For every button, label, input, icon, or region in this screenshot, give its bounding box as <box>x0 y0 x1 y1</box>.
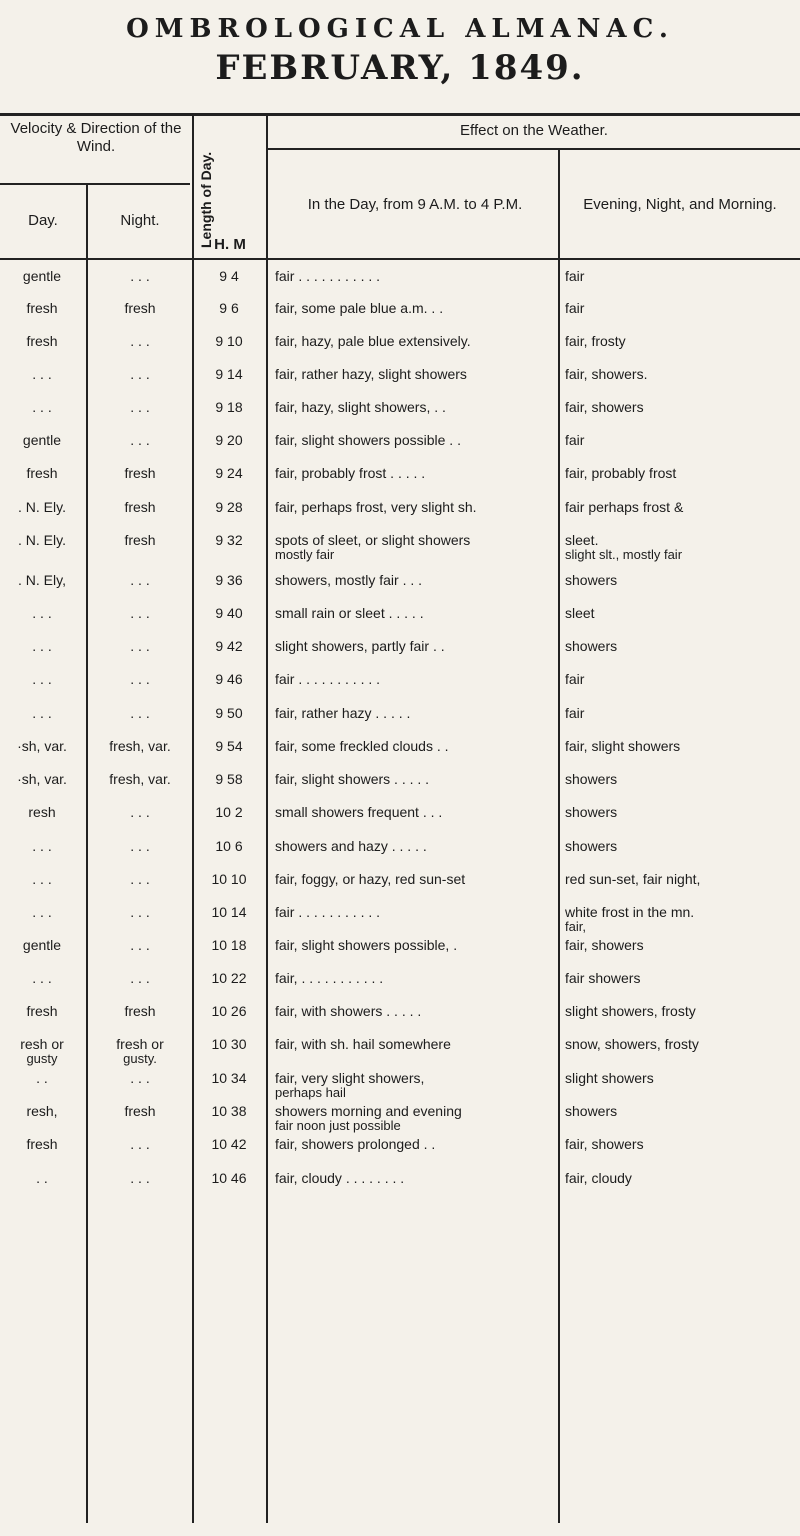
row-day-length: 9 6 <box>219 300 239 316</box>
row-night-wind: fresh <box>124 300 156 316</box>
row-day-wind: fresh <box>26 1136 58 1152</box>
row-weather-day: fair . . . . . . . . . . . <box>275 904 381 920</box>
wind-subheader-rule <box>0 183 190 185</box>
row-night-wind: . . . <box>130 1070 150 1086</box>
row-weather-evening: showers <box>565 804 618 820</box>
row-weather-evening: snow, showers, frosty <box>565 1036 699 1052</box>
row-day-length: 9 28 <box>215 499 243 515</box>
row-night-wind: . . . <box>130 705 150 721</box>
in-day-column-header: In the Day, from 9 A.M. to 4 P.M. <box>307 196 523 213</box>
row-weather-evening: fair, showers <box>565 399 644 415</box>
row-night-wind: fresh or gusty. <box>116 1036 164 1066</box>
row-night-wind: . . . <box>130 1136 150 1152</box>
row-day-wind: . N. Ely, <box>18 572 66 588</box>
row-day-length: 10 2 <box>215 804 243 820</box>
row-day-wind: gentle <box>22 937 62 953</box>
row-weather-day: fair . . . . . . . . . . . <box>275 671 381 687</box>
row-day-length: 9 58 <box>215 771 243 787</box>
row-day-wind: . . . <box>32 871 52 887</box>
table-top-rule <box>0 113 800 116</box>
row-day-length: 9 18 <box>215 399 243 415</box>
row-night-wind: . . . <box>130 605 150 621</box>
row-day-length: 10 22 <box>211 970 247 986</box>
row-weather-day: fair, slight showers possible, . <box>275 937 458 953</box>
row-weather-day: slight showers, partly fair . . <box>275 638 445 654</box>
row-weather-day: fair, slight showers . . . . . <box>275 771 430 787</box>
header-bottom-rule <box>0 258 800 260</box>
row-day-length: 10 42 <box>211 1136 247 1152</box>
row-night-wind: fresh <box>124 532 156 548</box>
row-day-wind: . . . <box>32 838 52 854</box>
row-day-wind: . . . <box>32 671 52 687</box>
row-day-length: 9 46 <box>215 671 243 687</box>
row-weather-day: fair, some freckled clouds . . <box>275 738 449 754</box>
row-weather-day: fair, probably frost . . . . . <box>275 465 426 481</box>
row-day-wind: resh <box>28 804 56 820</box>
row-day-length: 9 54 <box>215 738 243 754</box>
row-day-wind: . . . <box>32 970 52 986</box>
row-night-wind: . . . <box>130 970 150 986</box>
row-weather-evening: fair, slight showers <box>565 738 681 754</box>
evening-column-header: Evening, Night, and Morning. <box>583 196 777 213</box>
row-day-length: 9 24 <box>215 465 243 481</box>
row-day-length: 9 20 <box>215 432 243 448</box>
row-weather-evening: showers <box>565 638 618 654</box>
row-day-length: 9 36 <box>215 572 243 588</box>
row-weather-evening: showers <box>565 572 618 588</box>
page-subtitle: FEBRUARY, 1849. <box>215 48 585 88</box>
row-night-wind: fresh <box>124 1103 156 1119</box>
row-weather-day: small showers frequent . . . <box>275 804 443 820</box>
row-weather-evening: fair, probably frost <box>565 465 677 481</box>
row-weather-evening: red sun-set, fair night, <box>565 871 701 887</box>
row-weather-day: fair, perhaps frost, very slight sh. <box>275 499 477 515</box>
row-day-wind: . . <box>36 1170 48 1186</box>
rule-night-length <box>192 113 194 1523</box>
row-weather-evening: fair <box>565 432 585 448</box>
day-column-header: Day. <box>28 212 58 229</box>
row-weather-day: fair, . . . . . . . . . . . <box>275 970 384 986</box>
row-day-wind: . . . <box>32 605 52 621</box>
row-night-wind: fresh <box>124 1003 156 1019</box>
row-night-wind: . . . <box>130 671 150 687</box>
row-weather-day: fair, rather hazy, slight showers <box>275 366 467 382</box>
row-day-length: 10 18 <box>211 937 247 953</box>
row-night-wind: fresh, var. <box>109 738 171 754</box>
row-night-wind: . . . <box>130 937 150 953</box>
row-weather-day: fair, showers prolonged . . <box>275 1136 436 1152</box>
row-day-length: 9 14 <box>215 366 243 382</box>
page-title: OMBROLOGICAL ALMANAC. <box>126 14 674 44</box>
row-weather-day: fair, rather hazy . . . . . <box>275 705 411 721</box>
row-day-wind: resh, <box>26 1103 58 1119</box>
hm-column-header: H. M <box>214 236 246 253</box>
row-weather-evening: sleet <box>565 605 595 621</box>
effect-subheader-rule <box>268 148 800 150</box>
row-night-wind: . . . <box>130 572 150 588</box>
row-weather-day: fair, hazy, slight showers, . . <box>275 399 446 415</box>
row-weather-day: small rain or sleet . . . . . <box>275 605 424 621</box>
row-weather-day: fair, very slight showers, perhaps hail <box>275 1070 425 1100</box>
row-day-length: 10 46 <box>211 1170 247 1186</box>
row-day-wind: . . . <box>32 399 52 415</box>
row-day-length: 10 30 <box>211 1036 247 1052</box>
row-weather-evening: slight showers, frosty <box>565 1003 696 1019</box>
row-weather-evening: showers <box>565 771 618 787</box>
row-night-wind: . . . <box>130 1170 150 1186</box>
row-day-wind: gentle <box>22 432 62 448</box>
row-day-wind: ·sh, var. <box>17 771 67 787</box>
row-day-wind: fresh <box>26 465 58 481</box>
row-day-length: 10 10 <box>211 871 247 887</box>
row-night-wind: . . . <box>130 399 150 415</box>
row-day-wind: . . . <box>32 705 52 721</box>
row-weather-evening: fair perhaps frost & <box>565 499 684 515</box>
row-weather-evening: fair, showers <box>565 1136 644 1152</box>
row-night-wind: . . . <box>130 838 150 854</box>
row-weather-evening: slight showers <box>565 1070 654 1086</box>
row-day-length: 9 4 <box>219 268 239 284</box>
row-weather-day: fair, slight showers possible . . <box>275 432 461 448</box>
row-weather-day: showers, mostly fair . . . <box>275 572 423 588</box>
row-day-length: 9 42 <box>215 638 243 654</box>
row-weather-evening: fair, showers. <box>565 366 648 382</box>
row-day-length: 9 32 <box>215 532 243 548</box>
row-day-length: 10 38 <box>211 1103 247 1119</box>
row-weather-evening: fair, cloudy <box>565 1170 632 1186</box>
row-night-wind: . . . <box>130 638 150 654</box>
row-weather-day: fair, hazy, pale blue extensively. <box>275 333 471 349</box>
row-night-wind: fresh, var. <box>109 771 171 787</box>
row-night-wind: fresh <box>124 465 156 481</box>
row-night-wind: . . . <box>130 804 150 820</box>
row-weather-evening: fair showers <box>565 970 641 986</box>
rule-day-evening <box>558 148 560 1523</box>
row-weather-evening: sleet. slight slt., mostly fair <box>565 532 683 562</box>
row-day-wind: ·sh, var. <box>17 738 67 754</box>
row-weather-evening: showers <box>565 838 618 854</box>
row-weather-day: showers morning and evening fair noon just possible <box>275 1103 462 1133</box>
row-weather-evening: fair, frosty <box>565 333 626 349</box>
row-day-wind: . . . <box>32 366 52 382</box>
row-day-length: 9 10 <box>215 333 243 349</box>
row-day-length: 10 6 <box>215 838 243 854</box>
row-night-wind: . . . <box>130 432 150 448</box>
rule-length-effect <box>266 113 268 1523</box>
row-day-wind: . . . <box>32 638 52 654</box>
row-weather-day: fair . . . . . . . . . . . <box>275 268 381 284</box>
effect-group-header: Effect on the Weather. <box>460 122 608 139</box>
row-day-length: 9 40 <box>215 605 243 621</box>
row-weather-day: spots of sleet, or slight showers mostly fair <box>275 532 471 562</box>
row-weather-evening: fair <box>565 300 585 316</box>
row-day-wind: gentle <box>22 268 62 284</box>
row-night-wind: . . . <box>130 268 150 284</box>
row-weather-evening: fair, showers <box>565 937 644 953</box>
row-day-wind: . . <box>36 1070 48 1086</box>
row-night-wind: fresh <box>124 499 156 515</box>
row-weather-day: fair, cloudy . . . . . . . . <box>275 1170 405 1186</box>
row-weather-day: fair, with showers . . . . . <box>275 1003 422 1019</box>
row-day-length: 10 26 <box>211 1003 247 1019</box>
row-weather-day: fair, some pale blue a.m. . . <box>275 300 444 316</box>
row-day-wind: resh or gusty <box>20 1036 64 1066</box>
row-day-wind: . N. Ely. <box>18 532 66 548</box>
night-column-header: Night. <box>120 212 160 229</box>
wind-group-header: Velocity & Direction of the Wind. <box>10 120 182 155</box>
row-night-wind: . . . <box>130 366 150 382</box>
row-weather-day: showers and hazy . . . . . <box>275 838 427 854</box>
row-night-wind: . . . <box>130 871 150 887</box>
row-day-length: 9 50 <box>215 705 243 721</box>
row-weather-evening: fair <box>565 705 585 721</box>
row-weather-evening: showers <box>565 1103 618 1119</box>
row-day-wind: fresh <box>26 300 58 316</box>
row-weather-evening: fair <box>565 268 585 284</box>
row-weather-day: fair, with sh. hail somewhere <box>275 1036 451 1052</box>
row-day-wind: fresh <box>26 333 58 349</box>
row-weather-evening: fair <box>565 671 585 687</box>
row-day-wind: fresh <box>26 1003 58 1019</box>
row-day-length: 10 14 <box>211 904 247 920</box>
row-night-wind: . . . <box>130 904 150 920</box>
row-day-wind: . N. Ely. <box>18 499 66 515</box>
row-night-wind: . . . <box>130 333 150 349</box>
row-weather-day: fair, foggy, or hazy, red sun-set <box>275 871 466 887</box>
row-weather-evening: white frost in the mn. fair, <box>565 904 695 934</box>
row-day-wind: . . . <box>32 904 52 920</box>
row-day-length: 10 34 <box>211 1070 247 1086</box>
length-column-header: Length of Day. <box>198 151 214 248</box>
